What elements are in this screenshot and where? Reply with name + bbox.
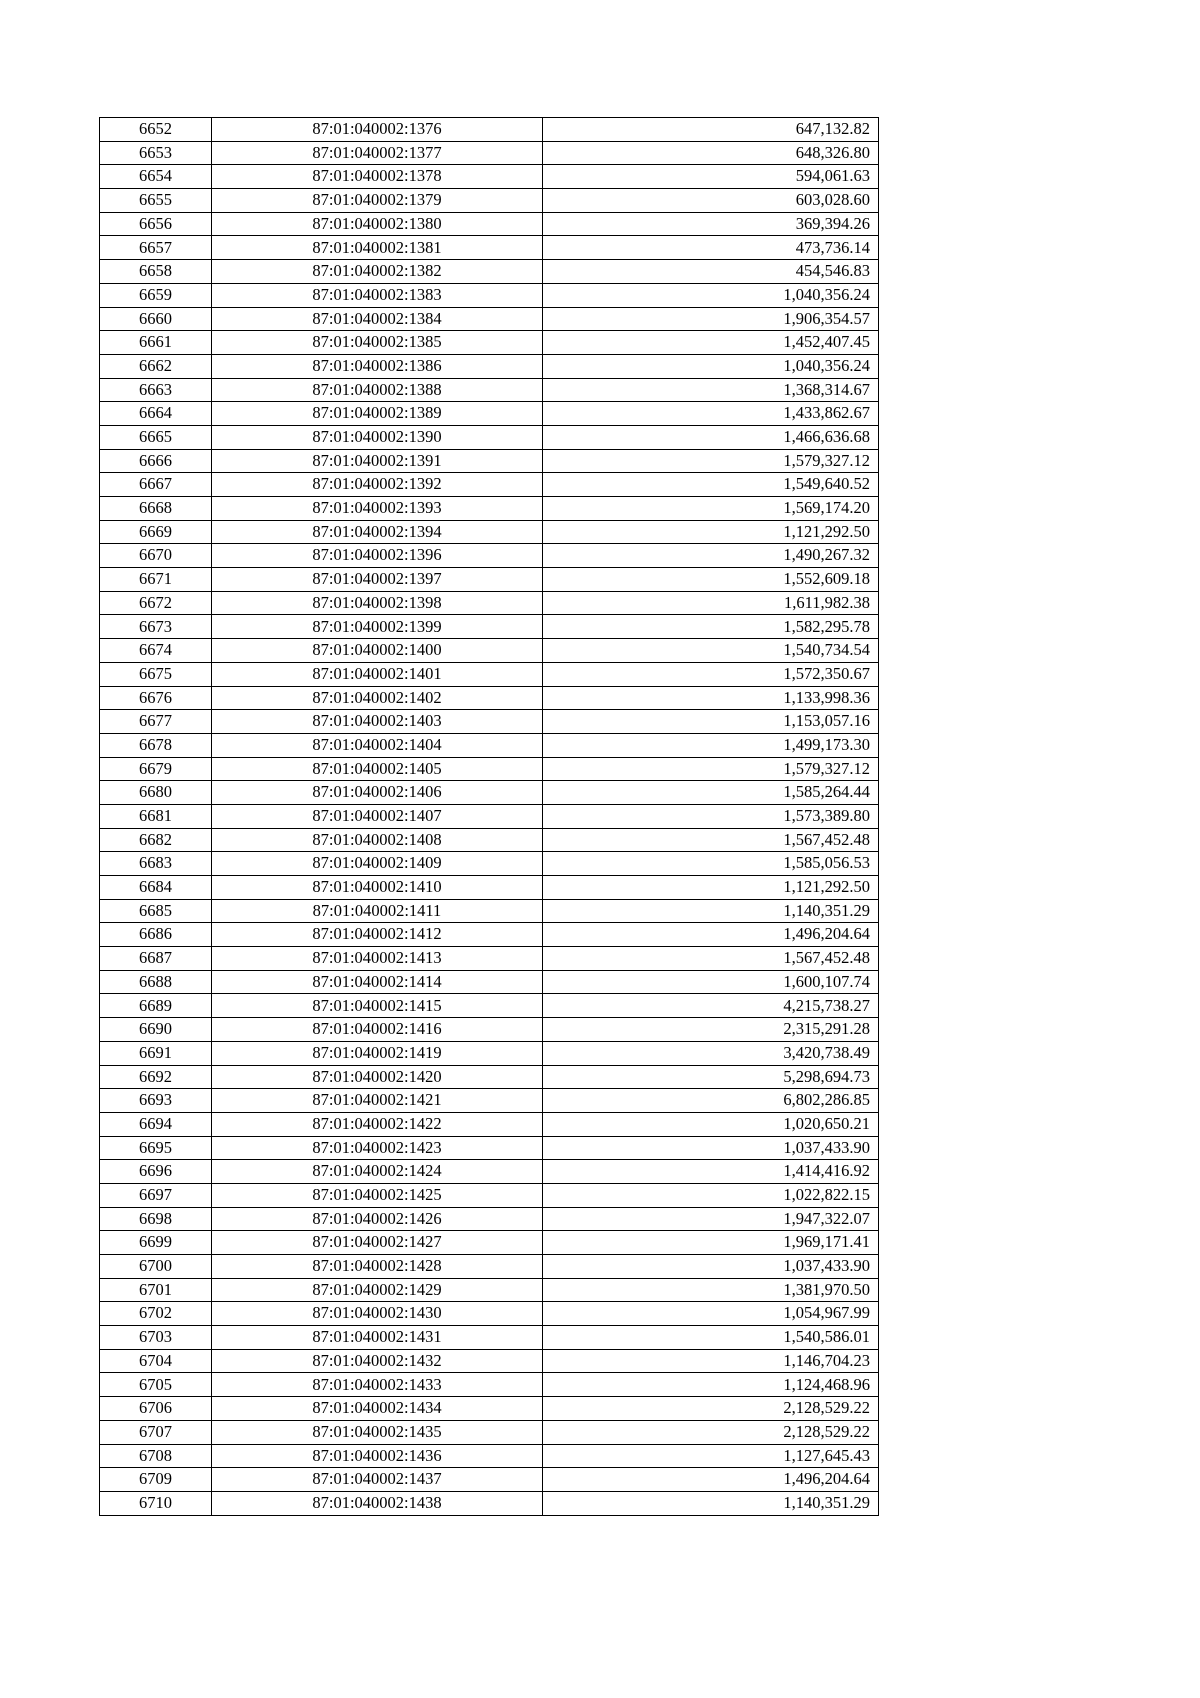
cadastral-value-cell: 1,582,295.78 [543,615,879,639]
row-number-cell: 6668 [100,497,212,521]
cadastral-value-cell: 1,600,107.74 [543,970,879,994]
row-number-cell: 6690 [100,1018,212,1042]
table-row [100,1468,879,1492]
row-number-cell: 6658 [100,260,212,284]
cadastral-value-cell: 1,140,351.29 [543,899,879,923]
row-number-cell: 6703 [100,1326,212,1350]
cadastral-value-cell: 1,020,650.21 [543,1112,879,1136]
cadastral-number-cell: 87:01:040002:1433 [212,1373,543,1397]
cadastral-number-cell: 87:01:040002:1402 [212,686,543,710]
table-row [100,307,879,331]
cadastral-number-cell: 87:01:040002:1405 [212,757,543,781]
row-number-cell: 6667 [100,473,212,497]
cadastral-value-cell: 1,572,350.67 [543,662,879,686]
row-number-cell: 6675 [100,662,212,686]
table-row [100,425,879,449]
row-number-cell: 6670 [100,544,212,568]
table-row [100,236,879,260]
table-row [100,1112,879,1136]
row-number-cell: 6691 [100,1041,212,1065]
table-row [100,189,879,213]
table-row [100,1491,879,1515]
cadastral-value-cell: 1,054,967.99 [543,1302,879,1326]
table-body [100,118,879,1516]
cadastral-number-cell: 87:01:040002:1436 [212,1444,543,1468]
table-row [100,591,879,615]
cadastral-value-cell: 1,585,264.44 [543,781,879,805]
row-number-cell: 6676 [100,686,212,710]
cadastral-value-cell: 1,022,822.15 [543,1183,879,1207]
cadastral-value-cell: 1,579,327.12 [543,757,879,781]
cadastral-number-cell: 87:01:040002:1403 [212,710,543,734]
cadastral-value-cell: 1,153,057.16 [543,710,879,734]
cadastral-number-cell: 87:01:040002:1382 [212,260,543,284]
table-row [100,1278,879,1302]
row-number-cell: 6678 [100,733,212,757]
row-number-cell: 6698 [100,1207,212,1231]
table-row [100,757,879,781]
cadastral-value-cell: 2,128,529.22 [543,1420,879,1444]
table-row [100,568,879,592]
cadastral-value-cell: 1,121,292.50 [543,876,879,900]
cadastral-value-cell: 1,124,468.96 [543,1373,879,1397]
row-number-cell: 6653 [100,141,212,165]
table-row [100,260,879,284]
row-number-cell: 6687 [100,947,212,971]
table-row [100,852,879,876]
cadastral-value-cell: 1,969,171.41 [543,1231,879,1255]
cadastral-number-cell: 87:01:040002:1435 [212,1420,543,1444]
row-number-cell: 6677 [100,710,212,734]
cadastral-number-cell: 87:01:040002:1377 [212,141,543,165]
table-row [100,1183,879,1207]
row-number-cell: 6686 [100,923,212,947]
cadastral-value-cell: 1,906,354.57 [543,307,879,331]
cadastral-value-cell: 1,490,267.32 [543,544,879,568]
row-number-cell: 6709 [100,1468,212,1492]
cadastral-number-cell: 87:01:040002:1396 [212,544,543,568]
cadastral-number-cell: 87:01:040002:1438 [212,1491,543,1515]
row-number-cell: 6671 [100,568,212,592]
table-row [100,1255,879,1279]
table-row [100,544,879,568]
cadastral-number-cell: 87:01:040002:1383 [212,283,543,307]
row-number-cell: 6655 [100,189,212,213]
cadastral-value-cell: 473,736.14 [543,236,879,260]
cadastral-number-cell: 87:01:040002:1429 [212,1278,543,1302]
table-row [100,686,879,710]
cadastral-number-cell: 87:01:040002:1384 [212,307,543,331]
table-row [100,1444,879,1468]
row-number-cell: 6672 [100,591,212,615]
row-number-cell: 6710 [100,1491,212,1515]
row-number-cell: 6673 [100,615,212,639]
cadastral-value-cell: 3,420,738.49 [543,1041,879,1065]
row-number-cell: 6692 [100,1065,212,1089]
table-row [100,165,879,189]
table-row [100,212,879,236]
cadastral-number-cell: 87:01:040002:1386 [212,354,543,378]
row-number-cell: 6706 [100,1397,212,1421]
cadastral-value-cell: 4,215,738.27 [543,994,879,1018]
row-number-cell: 6704 [100,1349,212,1373]
cadastral-value-cell: 1,146,704.23 [543,1349,879,1373]
table-row [100,1373,879,1397]
row-number-cell: 6700 [100,1255,212,1279]
cadastral-value-cell: 1,549,640.52 [543,473,879,497]
cadastral-value-cell: 2,315,291.28 [543,1018,879,1042]
table-row [100,1397,879,1421]
cadastral-value-cell: 5,298,694.73 [543,1065,879,1089]
row-number-cell: 6708 [100,1444,212,1468]
row-number-cell: 6684 [100,876,212,900]
cadastral-number-cell: 87:01:040002:1413 [212,947,543,971]
cadastral-number-cell: 87:01:040002:1421 [212,1089,543,1113]
row-number-cell: 6689 [100,994,212,1018]
cadastral-number-cell: 87:01:040002:1420 [212,1065,543,1089]
table-row [100,497,879,521]
cadastral-value-cell: 1,040,356.24 [543,354,879,378]
cadastral-value-cell: 1,368,314.67 [543,378,879,402]
table-row [100,1065,879,1089]
cadastral-number-cell: 87:01:040002:1426 [212,1207,543,1231]
table-row [100,1231,879,1255]
cadastral-value-cell: 1,552,609.18 [543,568,879,592]
table-row [100,970,879,994]
cadastral-number-cell: 87:01:040002:1412 [212,923,543,947]
cadastral-value-cell: 2,128,529.22 [543,1397,879,1421]
row-number-cell: 6681 [100,804,212,828]
table-row [100,615,879,639]
cadastral-value-cell: 1,611,982.38 [543,591,879,615]
cadastral-number-cell: 87:01:040002:1404 [212,733,543,757]
cadastral-number-cell: 87:01:040002:1432 [212,1349,543,1373]
row-number-cell: 6702 [100,1302,212,1326]
table-row [100,710,879,734]
row-number-cell: 6697 [100,1183,212,1207]
table-row [100,1018,879,1042]
cadastral-value-cell: 603,028.60 [543,189,879,213]
cadastral-value-cell: 647,132.82 [543,118,879,142]
row-number-cell: 6662 [100,354,212,378]
cadastral-number-cell: 87:01:040002:1378 [212,165,543,189]
cadastral-value-cell: 1,133,998.36 [543,686,879,710]
table-row [100,1302,879,1326]
cadastral-value-cell: 1,414,416.92 [543,1160,879,1184]
cadastral-number-cell: 87:01:040002:1416 [212,1018,543,1042]
table-row [100,283,879,307]
table-row [100,141,879,165]
row-number-cell: 6696 [100,1160,212,1184]
cadastral-value-cell: 6,802,286.85 [543,1089,879,1113]
row-number-cell: 6669 [100,520,212,544]
table-row [100,733,879,757]
cadastral-number-cell: 87:01:040002:1397 [212,568,543,592]
table-row [100,923,879,947]
cadastral-number-cell: 87:01:040002:1423 [212,1136,543,1160]
cadastral-number-cell: 87:01:040002:1399 [212,615,543,639]
table-row [100,828,879,852]
table-row [100,1420,879,1444]
cadastral-value-cell: 1,540,734.54 [543,639,879,663]
cadastral-value-cell: 648,326.80 [543,141,879,165]
cadastral-number-cell: 87:01:040002:1391 [212,449,543,473]
cadastral-number-cell: 87:01:040002:1411 [212,899,543,923]
row-number-cell: 6707 [100,1420,212,1444]
row-number-cell: 6688 [100,970,212,994]
row-number-cell: 6654 [100,165,212,189]
cadastral-number-cell: 87:01:040002:1428 [212,1255,543,1279]
row-number-cell: 6705 [100,1373,212,1397]
cadastral-number-cell: 87:01:040002:1406 [212,781,543,805]
row-number-cell: 6659 [100,283,212,307]
cadastral-number-cell: 87:01:040002:1376 [212,118,543,142]
cadastral-value-cell: 1,381,970.50 [543,1278,879,1302]
cadastral-value-cell: 1,037,433.90 [543,1136,879,1160]
cadastral-number-cell: 87:01:040002:1401 [212,662,543,686]
table-row [100,1349,879,1373]
cadastral-number-cell: 87:01:040002:1424 [212,1160,543,1184]
cadastral-number-cell: 87:01:040002:1437 [212,1468,543,1492]
row-number-cell: 6661 [100,331,212,355]
cadastral-number-cell: 87:01:040002:1430 [212,1302,543,1326]
cadastral-number-cell: 87:01:040002:1381 [212,236,543,260]
cadastral-value-cell: 1,567,452.48 [543,828,879,852]
cadastral-value-cell: 1,452,407.45 [543,331,879,355]
row-number-cell: 6683 [100,852,212,876]
cadastral-number-cell: 87:01:040002:1389 [212,402,543,426]
cadastral-value-cell: 1,127,645.43 [543,1444,879,1468]
table-row [100,639,879,663]
cadastral-value-cell: 1,567,452.48 [543,947,879,971]
cadastral-value-cell: 1,579,327.12 [543,449,879,473]
row-number-cell: 6699 [100,1231,212,1255]
cadastral-number-cell: 87:01:040002:1388 [212,378,543,402]
cadastral-value-cell: 1,540,586.01 [543,1326,879,1350]
table-row [100,378,879,402]
table-row [100,947,879,971]
cadastral-number-cell: 87:01:040002:1419 [212,1041,543,1065]
cadastral-value-cell: 454,546.83 [543,260,879,284]
table-row [100,331,879,355]
table-row [100,876,879,900]
table-row [100,1207,879,1231]
row-number-cell: 6665 [100,425,212,449]
row-number-cell: 6679 [100,757,212,781]
cadastral-number-cell: 87:01:040002:1407 [212,804,543,828]
table-row [100,994,879,1018]
table-row [100,1136,879,1160]
row-number-cell: 6663 [100,378,212,402]
row-number-cell: 6694 [100,1112,212,1136]
table-row [100,662,879,686]
row-number-cell: 6685 [100,899,212,923]
cadastral-number-cell: 87:01:040002:1390 [212,425,543,449]
cadastral-number-cell: 87:01:040002:1380 [212,212,543,236]
table-row [100,899,879,923]
row-number-cell: 6660 [100,307,212,331]
table-row [100,1160,879,1184]
cadastral-number-cell: 87:01:040002:1379 [212,189,543,213]
cadastral-value-cell: 1,037,433.90 [543,1255,879,1279]
row-number-cell: 6674 [100,639,212,663]
row-number-cell: 6695 [100,1136,212,1160]
cadastral-number-cell: 87:01:040002:1422 [212,1112,543,1136]
table-row [100,781,879,805]
table-row [100,118,879,142]
cadastral-value-cell: 1,121,292.50 [543,520,879,544]
cadastral-number-cell: 87:01:040002:1415 [212,994,543,1018]
cadastral-value-cell: 1,585,056.53 [543,852,879,876]
cadastral-number-cell: 87:01:040002:1414 [212,970,543,994]
cadastral-number-cell: 87:01:040002:1392 [212,473,543,497]
cadastral-number-cell: 87:01:040002:1408 [212,828,543,852]
cadastral-value-cell: 594,061.63 [543,165,879,189]
cadastral-value-cell: 369,394.26 [543,212,879,236]
cadastral-value-cell: 1,569,174.20 [543,497,879,521]
cadastral-value-cell: 1,947,322.07 [543,1207,879,1231]
table-row [100,354,879,378]
cadastral-value-cell: 1,573,389.80 [543,804,879,828]
row-number-cell: 6657 [100,236,212,260]
cadastral-number-cell: 87:01:040002:1385 [212,331,543,355]
row-number-cell: 6664 [100,402,212,426]
row-number-cell: 6682 [100,828,212,852]
table-row [100,1326,879,1350]
row-number-cell: 6680 [100,781,212,805]
cadastral-value-cell: 1,433,862.67 [543,402,879,426]
table-row [100,449,879,473]
cadastral-value-cell: 1,496,204.64 [543,1468,879,1492]
cadastral-number-cell: 87:01:040002:1431 [212,1326,543,1350]
table-row [100,473,879,497]
table-row [100,804,879,828]
cadastral-number-cell: 87:01:040002:1393 [212,497,543,521]
cadastral-number-cell: 87:01:040002:1400 [212,639,543,663]
cadastral-number-cell: 87:01:040002:1425 [212,1183,543,1207]
table-row [100,402,879,426]
cadastral-number-cell: 87:01:040002:1394 [212,520,543,544]
cadastral-number-cell: 87:01:040002:1409 [212,852,543,876]
cadastral-value-cell: 1,466,636.68 [543,425,879,449]
table-row [100,1041,879,1065]
cadastral-value-cell: 1,040,356.24 [543,283,879,307]
cadastral-number-cell: 87:01:040002:1427 [212,1231,543,1255]
cadastral-value-cell: 1,140,351.29 [543,1491,879,1515]
table-row [100,520,879,544]
cadastral-value-cell: 1,496,204.64 [543,923,879,947]
table-row [100,1089,879,1113]
row-number-cell: 6701 [100,1278,212,1302]
cadastral-number-cell: 87:01:040002:1410 [212,876,543,900]
row-number-cell: 6652 [100,118,212,142]
cadastral-value-table [99,117,879,1516]
row-number-cell: 6666 [100,449,212,473]
row-number-cell: 6656 [100,212,212,236]
cadastral-number-cell: 87:01:040002:1434 [212,1397,543,1421]
cadastral-value-cell: 1,499,173.30 [543,733,879,757]
cadastral-number-cell: 87:01:040002:1398 [212,591,543,615]
row-number-cell: 6693 [100,1089,212,1113]
